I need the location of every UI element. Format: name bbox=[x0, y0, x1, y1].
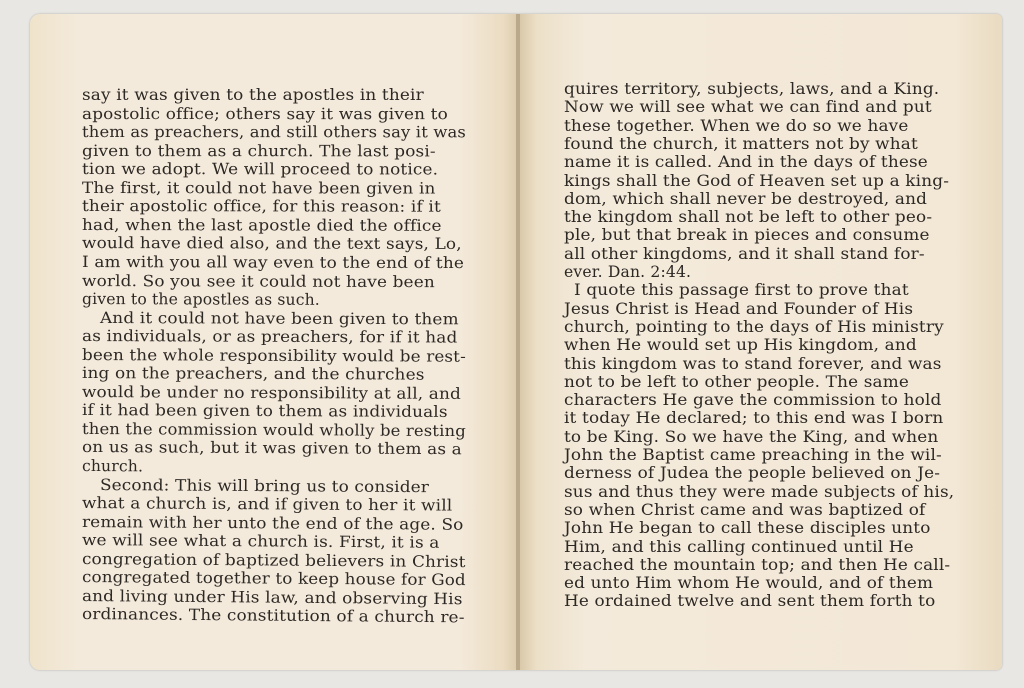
text-line: what a church is, and if given to her it will bbox=[81, 494, 453, 515]
text-line: found the church, it matters not by what bbox=[564, 134, 918, 153]
text-line: congregated together to keep house for God bbox=[81, 568, 466, 590]
book-spine bbox=[516, 14, 520, 670]
text-line: sus and thus they were made subjects of his, bbox=[564, 482, 955, 501]
text-line: church, pointing to the days of His ministry bbox=[564, 317, 944, 336]
text-line: all other kingdoms, and it shall stand for- bbox=[564, 244, 925, 263]
text-line: Him, and this calling continued until He bbox=[564, 537, 914, 556]
text-line: Now we will see what we can find and put bbox=[564, 98, 932, 117]
text-line: name it is called. And in the days of these bbox=[564, 153, 928, 172]
text-line: would be under no responsibility at all, and bbox=[81, 382, 462, 403]
text-line: given to them as a church. The last posi- bbox=[81, 141, 436, 160]
text-line: to be King. So we have the King, and when bbox=[564, 427, 939, 446]
text-line: kings shall the God of Heaven set up a king- bbox=[564, 171, 950, 190]
text-line: this kingdom was to stand forever, and was bbox=[564, 354, 942, 373]
text-line: He ordained twelve and sent them forth to bbox=[564, 592, 936, 611]
text-line: remain with her unto the end of the age. So bbox=[81, 512, 464, 534]
text-line: them as preachers, and still others say it was bbox=[81, 123, 466, 142]
text-line: their apostolic office, for this reason: if it bbox=[81, 197, 441, 216]
text-line: Second: This will bring us to consider bbox=[99, 475, 430, 496]
text-line: when He would set up His kingdom, and bbox=[564, 336, 917, 355]
text-line: would have died also, and the text says, Lo, bbox=[81, 234, 462, 254]
text-line: congregation of baptized believers in Christ bbox=[81, 549, 466, 571]
text-line: reached the mountain top; and then He call- bbox=[564, 555, 951, 574]
text-line: world. So you see it could not have been bbox=[81, 271, 435, 291]
text-line: ordinances. The constitution of a church re- bbox=[81, 605, 465, 627]
text-line: the kingdom shall not be left to other peo- bbox=[564, 208, 933, 227]
text-line: we will see what a church is. First, it is a bbox=[81, 531, 440, 552]
text-line: apostolic office; others say it was given to bbox=[81, 104, 448, 123]
text-line: say it was given to the apostles in their bbox=[82, 86, 424, 104]
text-line: these together. When we do so we have bbox=[564, 116, 909, 135]
text-line: it today He declared; to this end was I born bbox=[564, 409, 944, 428]
text-line: ever. Dan. 2:44. bbox=[564, 263, 692, 281]
text-line: I quote this passage first to prove that bbox=[574, 281, 909, 300]
text-line: tion we adopt. We will proceed to notice. bbox=[81, 160, 439, 179]
text-line: if it had been given to them as individuals bbox=[81, 401, 448, 422]
text-line: church. bbox=[81, 457, 144, 476]
text-line: then the commission would wholly be resting bbox=[81, 419, 466, 441]
left-page bbox=[30, 14, 518, 670]
open-booklet bbox=[30, 14, 1002, 670]
text-line: ed unto Him whom He would, and of them bbox=[564, 574, 934, 593]
text-line: so when Christ came and was baptized of bbox=[564, 500, 926, 519]
text-line: been the whole responsibility would be rest- bbox=[81, 345, 466, 366]
text-line: dom, which shall never be destroyed, and bbox=[564, 189, 928, 208]
text-line: given to the apostles as such. bbox=[81, 290, 320, 309]
text-line: John He began to call these disciples unto bbox=[564, 519, 931, 538]
text-line: and living under His law, and observing His bbox=[81, 586, 463, 609]
text-line: ple, but that break in pieces and consume bbox=[564, 226, 930, 245]
text-line: derness of Judea the people believed on Je- bbox=[564, 464, 941, 483]
text-line: I am with you all way even to the end of the bbox=[81, 252, 465, 273]
text-line: on us as such, but it was given to them as a bbox=[81, 438, 462, 459]
text-line: characters He gave the commission to hold bbox=[564, 391, 942, 410]
text-line: And it could not have been given to them bbox=[99, 308, 459, 328]
text-line: ing on the preachers, and the churches bbox=[81, 364, 425, 384]
text-line: John the Baptist came preaching in the wil- bbox=[564, 446, 942, 464]
text-line: had, when the last apostle died the office bbox=[81, 215, 442, 235]
text-line: Jesus Christ is Head and Founder of His bbox=[564, 299, 914, 318]
text-line: The first, it could not have been given in bbox=[81, 178, 436, 198]
text-line: quires territory, subjects, laws, and a King. bbox=[564, 80, 940, 98]
text-line: not to be left to other people. The same bbox=[564, 372, 910, 391]
text-line: as individuals, or as preachers, for if it had bbox=[81, 327, 458, 347]
right-page bbox=[518, 14, 1002, 670]
